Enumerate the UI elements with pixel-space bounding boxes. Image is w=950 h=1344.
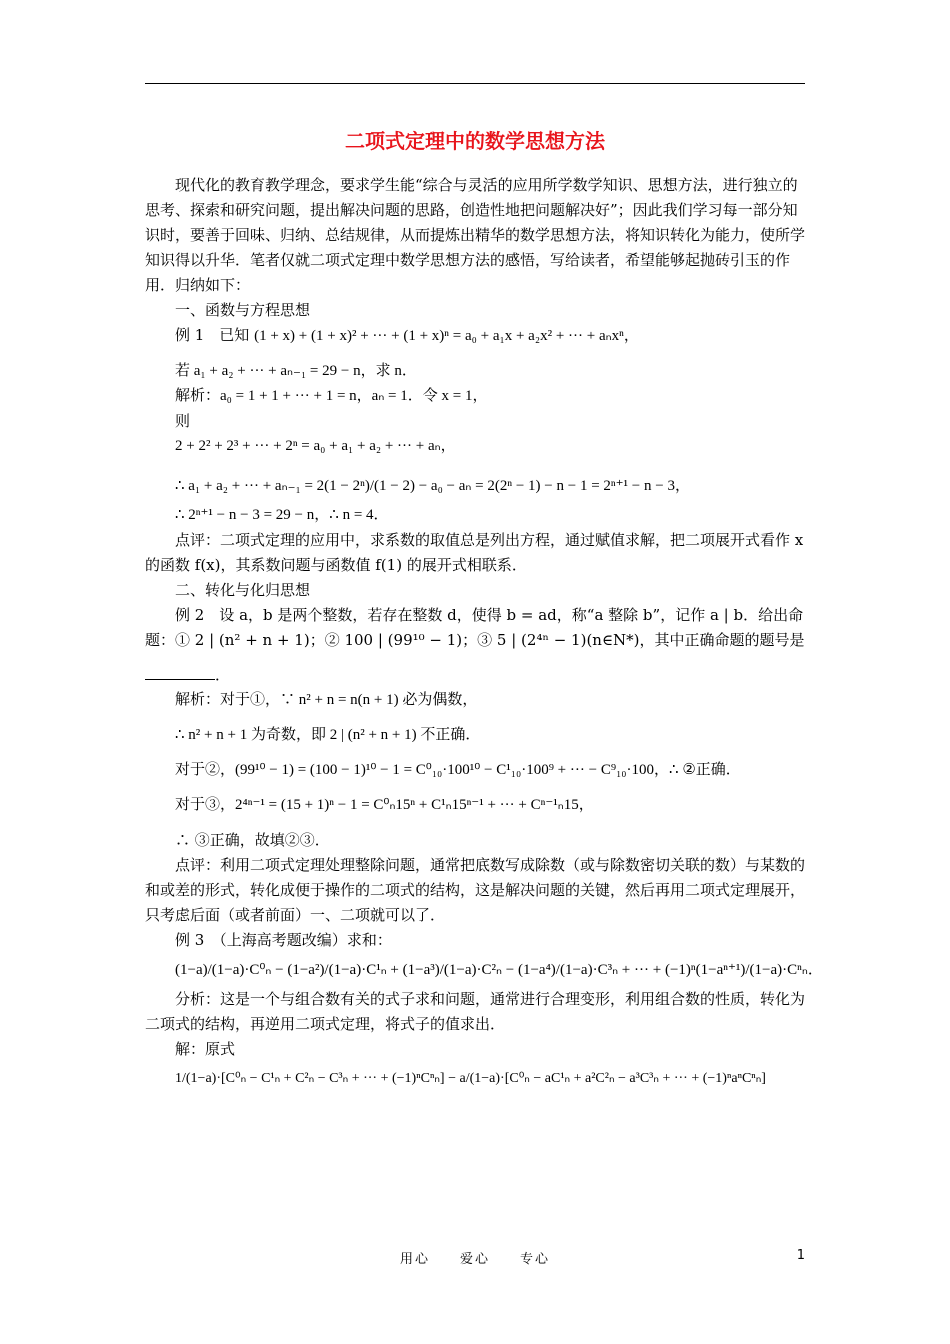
example-1-solution-4: ∴ 2ⁿ⁺¹ − n − 3 = 29 − n，∴ n = 4．: [175, 507, 389, 523]
example-1-solution-1: 解析：a₀ = 1 + 1 + ··· + 1 = n，aₙ = 1．令 x = 1，: [175, 388, 488, 404]
example-1-label: 例 1 已知: [175, 326, 250, 344]
section-heading-1: 一、函数与方程思想: [175, 301, 311, 319]
example-2-comment: 点评：利用二项式定理处理整除问题，通常把底数写成除数（或与除数密切关联的数）与某数的和或差的形式，转化成便于操作的二项式的结构，这是解决问题的关键，然后再用二项式定理展开，只考虑后面（或者前面）一、二项就可以了．: [145, 856, 806, 924]
example-2-solution-2: ∴ n² + n + 1 为奇数，即 2 | (n² + n + 1) 不正确．: [175, 727, 481, 743]
example-3-solution-label: 解：原式: [175, 1040, 236, 1058]
example-1-then: 则: [175, 412, 191, 430]
example-2-text: 例 2 设 a，b 是两个整数，若存在整数 d，使得 b = ad，称“a 整除 b”，记作 a | b．给出命题：① 2 | (n² + n + 1)；② 100 | (99¹⁰ − 1)；③ 5 | (2⁴ⁿ − 1)(n∈N*)，其中正确命题的题号是: [145, 606, 805, 649]
intro-paragraph: 现代化的教育教学理念，要求学生能“综合与灵活的应用所学数学知识、思想方法，进行独立的思考、探索和研究问题，提出解决问题的思路，创造性地把问题解决好”；因此我们学习每一部分知识时，要善于回味、归纳、总结规律，从而提炼出精华的数学思想方法，将知识转化为能力，使所学知识得以升华．笔者仅就二项式定理中数学思想方法的感悟，写给读者，希望能够起抛砖引玉的作用．归纳如下：: [145, 176, 806, 294]
example-2-blank-line: [145, 663, 805, 688]
page-number: 1: [796, 1248, 805, 1263]
example-2-solution-5: ∴ ③正确，故填②③．: [175, 831, 330, 849]
header-rule: [145, 83, 805, 84]
article-body: [145, 173, 823, 1096]
example-3-analysis: 分析：这是一个与组合数有关的式子求和问题，通常进行合理变形，利用组合数的性质，转化为二项式的结构，再逆用二项式定理，将式子的值求出．: [145, 990, 806, 1033]
example-3-solution: 1/(1−a)·[C⁰ₙ − C¹ₙ + C²ₙ − C³ₙ + ··· + (−1)ⁿCⁿₙ] − a/(1−a)·[C⁰ₙ − aC¹ₙ + a²C²ₙ − a³C³ₙ + ··· + (−1)ⁿaⁿCⁿₙ]: [175, 1071, 766, 1086]
example-1: [145, 323, 805, 349]
example-3: 例 3 （上海高考题改编）求和：: [175, 931, 392, 949]
example-2: [145, 603, 805, 653]
example-3-equation: (1−a)/(1−a)·C⁰ₙ − (1−a²)/(1−a)·C¹ₙ + (1−a³)/(1−a)·C²ₙ − (1−a⁴)/(1−a)·C³ₙ + ··· + (−1)ⁿ(1−aⁿ⁺¹)/(1−a)·Cⁿₙ．: [175, 962, 823, 978]
example-1-solution-2: 2 + 2² + 2³ + ··· + 2ⁿ = a₀ + a₁ + a₂ + ··· + aₙ，: [175, 438, 456, 454]
page-footer: 用心 爱心 专心: [399, 1252, 550, 1267]
example-2-solution-1: 解析：对于①，∵ n² + n = n(n + 1) 必为偶数，: [175, 692, 478, 708]
answer-blank: [145, 665, 215, 680]
example-1-solution-3: ∴ a₁ + a₂ + ··· + aₙ₋₁ = 2(1 − 2ⁿ)/(1 − 2) − a₀ − aₙ = 2(2ⁿ − 1) − n − 1 = 2ⁿ⁺¹ − n − 3，: [175, 478, 690, 494]
example-2-end: ．: [215, 666, 231, 684]
example-2-solution-4: 对于③，2⁴ⁿ⁻¹ = (15 + 1)ⁿ − 1 = C⁰ₙ15ⁿ + C¹ₙ15ⁿ⁻¹ + ··· + Cⁿ⁻¹ₙ15，: [175, 797, 594, 813]
page-title: 二项式定理中的数学思想方法: [345, 129, 605, 153]
example-1-question: 若 a₁ + a₂ + ··· + aₙ₋₁ = 29 − n，求 n．: [175, 363, 417, 379]
example-1-comment: 点评：二项式定理的应用中，求系数的取值总是列出方程，通过赋值求解，把二项展开式看作 x 的函数 f(x)，其系数问题与函数值 f(1) 的展开式相联系．: [145, 531, 804, 574]
example-2-solution-3: 对于②，(99¹⁰ − 1) = (100 − 1)¹⁰ − 1 = C⁰₁₀·100¹⁰ − C¹₁₀·100⁹ + ··· − C⁹₁₀·100，∴ ②正确．: [175, 762, 741, 778]
section-heading-2: 二、转化与化归思想: [175, 581, 311, 599]
example-1-equation: (1 + x) + (1 + x)² + ··· + (1 + x)ⁿ = a₀ + a₁x + a₂x² + ··· + aₙxⁿ，: [254, 328, 639, 344]
